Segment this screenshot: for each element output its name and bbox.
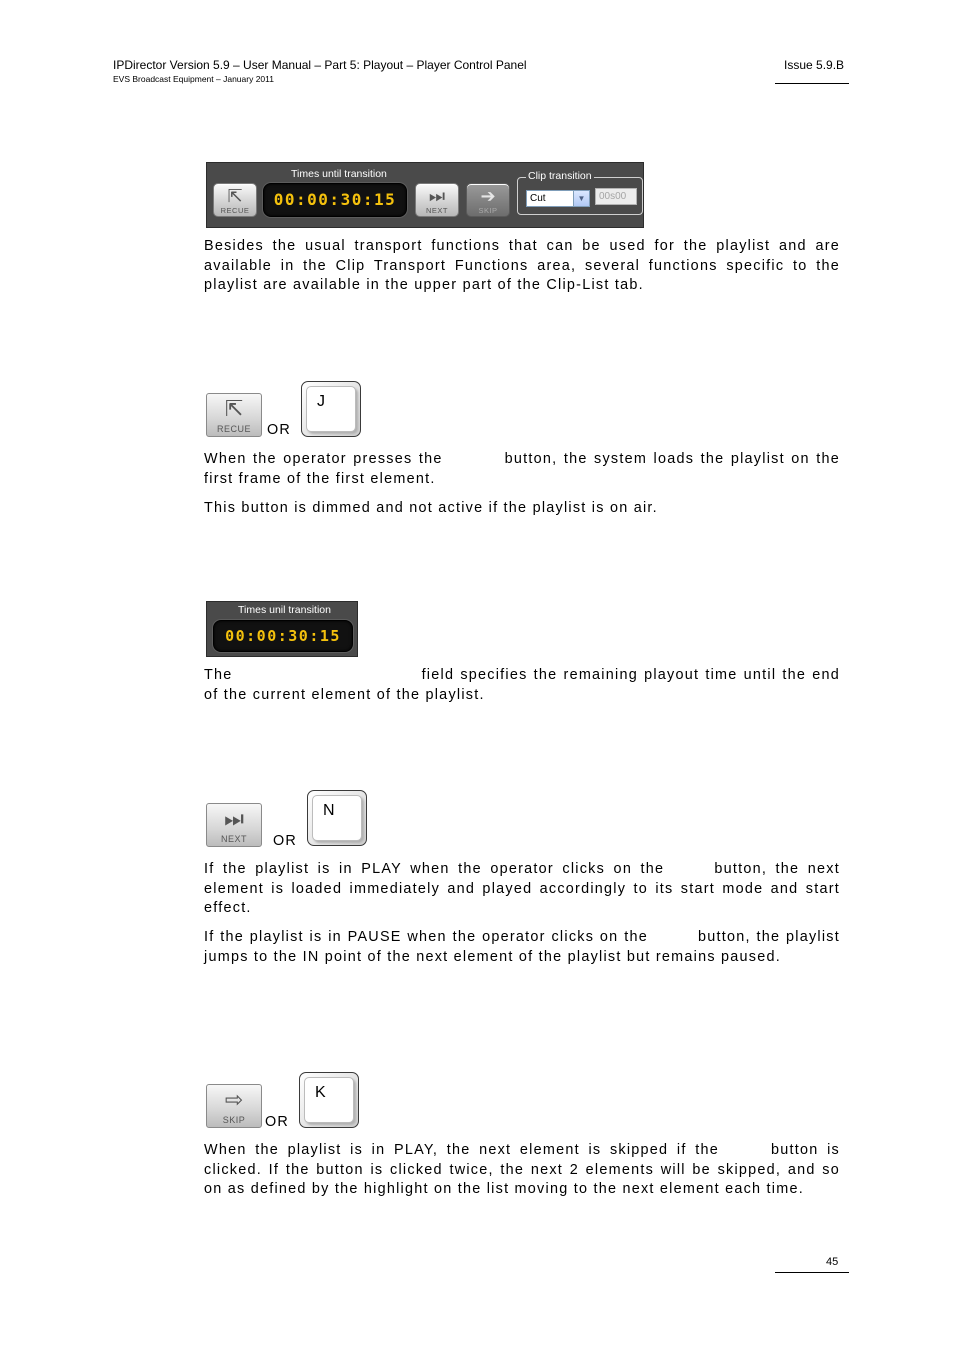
intro-paragraph: Besides the usual transport functions that can be used for the playlist and are available in the Clip Transport Functions area, several functions specific to the playlist are available in the upper part of the Clip-List tab.: [204, 238, 840, 293]
skip-p-before: When the playlist is in PLAY, the next element is skipped if the: [204, 1142, 719, 1158]
skip-button-image: [206, 1084, 262, 1128]
recue-icon: ⇱: [224, 396, 244, 421]
next-p1-after: button, the next element is loaded immediately and played accordingly to its start mode and start effect.: [204, 861, 840, 916]
header-subtitle: EVS Broadcast Equipment – January 2011: [113, 74, 274, 84]
skip-button-label: SKIP: [478, 206, 498, 215]
page-number: 45: [826, 1256, 839, 1268]
recue-image-label: RECUE: [216, 424, 251, 434]
footer-rule: [775, 1272, 849, 1273]
recue-icon: ⇱: [227, 186, 243, 206]
recue-paragraph-1: [204, 450, 840, 489]
timer-widget-caption: Times unil transition: [238, 604, 331, 616]
skip-paragraph: [204, 1141, 840, 1200]
chevron-down-icon[interactable]: ▼: [573, 191, 589, 206]
next-p2-after: button, the playlist jumps to the IN point of the next element of the playlist but remains paused.: [204, 929, 840, 965]
key-n-label: N: [312, 795, 362, 841]
key-k-label: K: [304, 1077, 354, 1123]
clip-transition-group: [517, 170, 643, 215]
or-label: OR: [273, 833, 297, 849]
next-icon: ⏭: [428, 186, 446, 206]
timer-paragraph: [204, 666, 840, 705]
transition-select[interactable]: [526, 190, 590, 207]
transition-duration-field: 00s00: [595, 188, 637, 205]
timer-p-after: field specifies the remaining playout time until the end of the current element of the playlist.: [204, 667, 840, 703]
timer-widget-display: 00:00:30:15: [213, 620, 353, 652]
recue-button-image: [206, 393, 262, 437]
next-button[interactable]: [415, 183, 459, 217]
keyboard-key-j: [301, 381, 361, 437]
timer-p-before: The: [204, 667, 233, 683]
next-button-label: NEXT: [425, 206, 448, 215]
skip-button[interactable]: [466, 183, 510, 217]
next-p1-before: If the playlist is in PLAY when the operator clicks on the: [204, 861, 665, 877]
or-label: OR: [265, 1114, 289, 1130]
skip-image-label: SKIP: [222, 1115, 246, 1125]
playlist-toolbar: [206, 162, 644, 228]
transition-select-value: Cut: [530, 193, 546, 204]
skip-arrow-icon: ➔: [480, 186, 496, 206]
next-button-image: [206, 803, 262, 847]
key-j-label: J: [306, 386, 356, 432]
next-icon: ⏭: [224, 806, 244, 831]
timer-widget-image: [206, 601, 358, 657]
next-p2-before: If the playlist is in PAUSE when the operator clicks on the: [204, 929, 648, 945]
recue-p1-before: When the operator presses the: [204, 451, 443, 467]
skip-p-after: button is clicked. If the button is clicked twice, the next 2 elements will be skipped, and so on as defined by the highlight on the list moving to the next element each time.: [204, 1142, 840, 1197]
recue-paragraph-2: This button is dimmed and not active if the playlist is on air.: [204, 500, 658, 516]
skip-arrow-icon: ⇨: [224, 1087, 244, 1112]
recue-button-label: RECUE: [220, 206, 250, 215]
next-paragraph-2: [204, 928, 840, 967]
header-title: IPDirector Version 5.9 – User Manual – Part 5: Playout – Player Control Panel: [113, 58, 527, 72]
or-label: OR: [267, 422, 291, 438]
keyboard-key-k: [299, 1072, 359, 1128]
clip-transition-label: Clip transition: [528, 170, 592, 182]
timer-caption: Times until transition: [291, 168, 387, 180]
next-paragraph-1: [204, 860, 840, 919]
timer-display: 00:00:30:15: [263, 183, 407, 217]
header-issue: Issue 5.9.B: [784, 58, 845, 72]
recue-button[interactable]: [213, 183, 257, 217]
next-image-label: NEXT: [220, 834, 247, 844]
header-rule: [775, 83, 849, 84]
keyboard-key-n: [307, 790, 367, 846]
recue-p1-after: button, the system loads the playlist on the first frame of the first element.: [204, 451, 840, 487]
